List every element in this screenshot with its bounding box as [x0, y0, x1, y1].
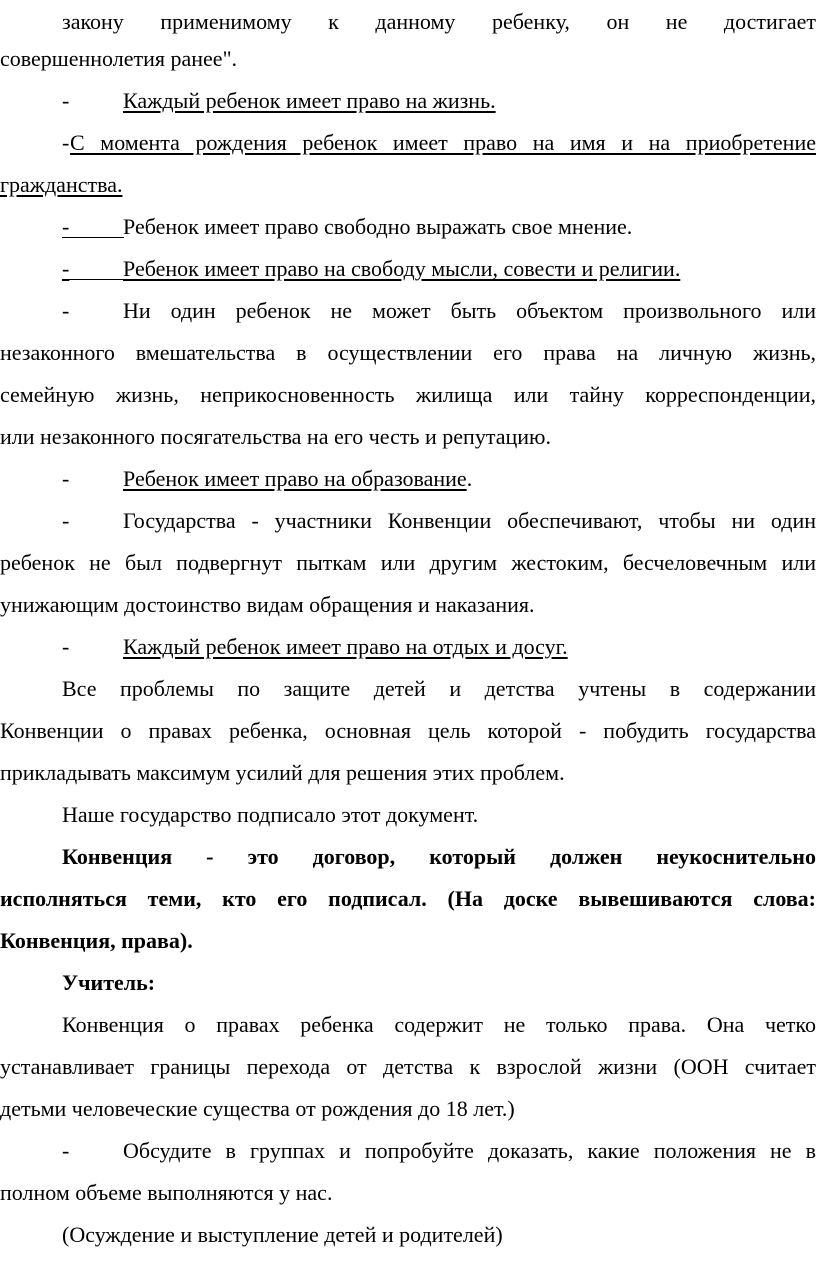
list-item-text: С момента рождения ребенок имеет право на имя и на приобретение	[70, 130, 816, 155]
text-line: детьми человеческие существа от рождения до 18 лет.)	[0, 1096, 515, 1121]
text-line	[0, 164, 816, 206]
list-item-text: Обсудите в группах и попробуйте доказать, какие положения не в	[123, 1138, 816, 1163]
text-line: унижающим достоинство видам обращения и наказания.	[0, 592, 535, 617]
text-line: ребенок не был подвергнут пыткам или другим жестоким, бесчеловечным или	[0, 550, 816, 575]
speaker-label: Учитель:	[62, 970, 156, 995]
list-item	[0, 500, 816, 542]
bold-text-line: Конвенция, права).	[0, 928, 193, 953]
list-item	[0, 290, 816, 332]
text-line: незаконного вмешательства в осуществлении его права на личную жизнь,	[0, 340, 816, 365]
underline-gap	[62, 237, 124, 238]
list-dash: -	[62, 88, 70, 113]
text-line: закону применимому к данному ребенку, он не достигает	[62, 9, 816, 34]
text-line: Все проблемы по защите детей и детства учтены в содержании	[62, 676, 816, 701]
list-dash: -	[62, 214, 70, 239]
text-line: Наше государство подписало этот документ.	[62, 802, 479, 827]
bold-text-line: исполняться теми, кто его подписал. (На доске вывешиваются слова:	[0, 886, 816, 911]
text-line: Конвенция о правах ребенка содержит не только права. Она четко	[62, 1012, 816, 1037]
list-item-text: Каждый ребенок имеет право на жизнь.	[123, 88, 496, 113]
list-item	[0, 1130, 816, 1172]
text-line: совершеннолетия ранее".	[0, 46, 238, 71]
list-item-text: Государства - участники Конвенции обеспечивают, чтобы ни один	[123, 508, 816, 533]
list-item-text: Ни один ребенок не может быть объектом произвольного или	[123, 298, 816, 323]
list-item	[0, 248, 816, 290]
list-item	[0, 206, 816, 248]
list-item-text: Каждый ребенок имеет право на отдых и досуг.	[123, 634, 568, 659]
list-dash: -	[62, 298, 70, 323]
list-dash: -	[62, 508, 70, 533]
text-line: прикладывать максимум усилий для решения этих проблем.	[0, 760, 565, 785]
text-line: устанавливает границы перехода от детства к взрослой жизни (ООН считает	[0, 1054, 816, 1079]
bold-text-line: Конвенция - это договор, который должен неукоснительно	[62, 844, 816, 869]
list-item	[0, 80, 816, 122]
list-item-text: Ребенок имеет право на свободу мысли, совести и религии.	[123, 256, 681, 281]
list-item	[0, 122, 816, 164]
list-dash: -	[62, 1138, 70, 1163]
text-line: семейную жизнь, неприкосновенность жилища или тайну корреспонденции,	[0, 382, 816, 407]
text-line: или незаконного посягательства на его честь и репутацию.	[0, 424, 551, 449]
list-dash: -	[62, 256, 70, 281]
list-item	[0, 626, 816, 668]
list-item	[0, 458, 816, 500]
period: .	[466, 466, 473, 491]
list-dash: -	[62, 634, 70, 659]
text-line: полном объеме выполняются у нас.	[0, 1180, 333, 1205]
text-line: Конвенции о правах ребенка, основная цель которой - побудить государства	[0, 718, 816, 743]
list-dash: -	[62, 466, 70, 491]
text-line: (Осуждение и выступление детей и родителей)	[62, 1222, 503, 1247]
list-item-text: гражданства.	[0, 172, 123, 197]
list-item-text: Ребенок имеет право свободно выражать свое мнение.	[123, 214, 633, 239]
underlined-text: Ребенок имеет право на образование	[123, 466, 467, 491]
list-item-text	[123, 458, 816, 500]
list-dash: -	[62, 130, 70, 155]
underline-gap	[62, 279, 124, 280]
